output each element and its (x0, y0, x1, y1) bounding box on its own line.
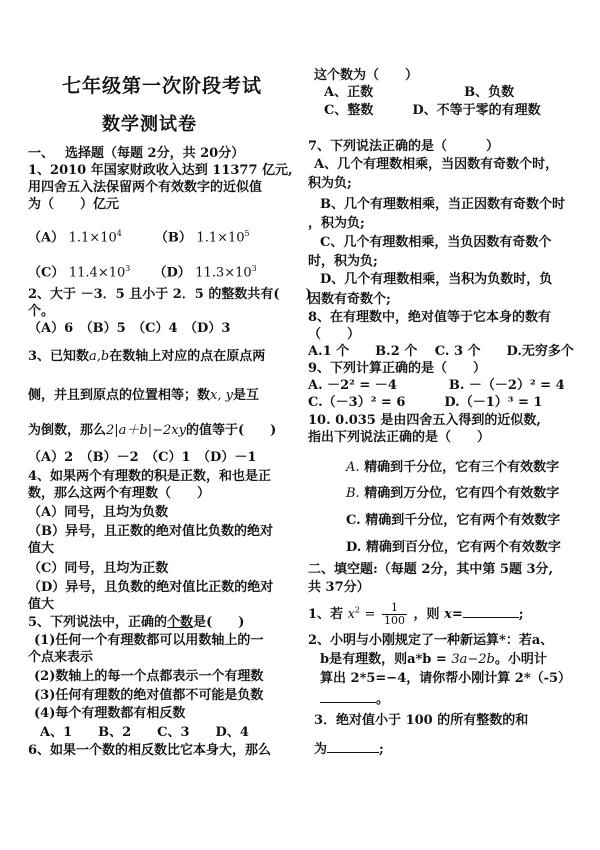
q6-line-2: 这个数为（ ） (314, 68, 419, 83)
q7-option-c-1: C、几个有理数相乘，当负因数有奇数个 (320, 235, 552, 250)
q7-option-b-2: ，积为负; (308, 216, 365, 231)
section-1-heading: 一、 选择题（每题 2分，共 20分） (28, 146, 245, 161)
q10-line-1: 10. 0.035 是由四舍五入得到的近似数, (308, 413, 541, 428)
q10-option-b (346, 486, 559, 502)
q6-options-cd: C、整数 D、不等于零的有理数 (324, 103, 541, 118)
fill-2-answer-blank[interactable] (320, 690, 376, 703)
q3-text-6: 的值等于( ) (185, 423, 277, 438)
fill-1-equals: = (364, 607, 376, 622)
q6-options-ab: A、正数 B、负数 (324, 85, 515, 100)
fill-3-semicolon: ; (379, 742, 384, 757)
fill-2-period: 。 (376, 692, 390, 707)
q1-options-ab (28, 226, 250, 246)
q7-option-b-1: B、几个有理数相乘，当正因数有奇数个时 (320, 197, 565, 212)
fill-1-var-answer: x (444, 607, 452, 622)
q4-option-d-1: （D）异号，且负数的绝对值比正数的绝对 (28, 580, 274, 595)
q3-text-4: 是互 (232, 388, 259, 403)
fill-1-denominator: 100 (383, 614, 405, 627)
q4-option-d-2: 值大 (28, 597, 55, 612)
q1-option-a: 1.1×10 (68, 230, 117, 246)
q4-line-2: 数，那么这两个有理数（ ） (28, 486, 211, 501)
q9-options-cd: C.（－3）² = 6 D.（－1）³ = 1 (308, 395, 543, 410)
q1-option-d-label: （D） (153, 265, 191, 281)
exam-title: 七年级第一次阶段考试 (62, 75, 263, 97)
q5-line-1 (28, 615, 244, 631)
q10-option-a-text: 精确到千分位，它有三个有效数字 (364, 460, 560, 475)
q3-line-1 (28, 349, 265, 365)
q5-statement-1a: (1)任何一个有理数都可以用数轴上的一 (34, 633, 264, 648)
q8-options: A.1 个 B.2 个 C. 3 个 D.无穷多个 (308, 344, 574, 359)
fill-2-line-2 (320, 652, 547, 668)
q10-option-c-label: C. (346, 513, 361, 528)
q7-option-c-2: 时，积为负; (308, 254, 378, 269)
q3-expression: 2|a＋b|−2xy (106, 423, 186, 438)
q9-options-ab: A. －2² = －4 B. －（－2）² = 4 (308, 378, 565, 393)
fill-2-line-1: 2、小明与小刚规定了一种新运算*：若a、 (308, 633, 554, 648)
q1-option-b: 1.1×10 (196, 230, 245, 246)
q5-statement-2: (2)数轴上的每一个点都表示一个有理数 (34, 669, 264, 684)
q1-option-b-label: （B） (154, 230, 192, 246)
q7-option-a-1: A、几个有理数相乘，当因数有奇数个时， (314, 157, 559, 172)
q3-var-xy: x, y (210, 388, 233, 403)
q4-option-c: （C）同号，且均为正数 (28, 561, 169, 576)
q5-underlined: 个数 (167, 615, 194, 630)
q5-statement-4: (4)每个有理数都有相反数 (34, 706, 186, 721)
q6-line-1: 6、如果一个数的相反数比它本身大，那么 (28, 743, 272, 758)
q7-option-d-2: 因数有奇数个; (308, 292, 391, 307)
fill-1-text-2: ，则 (413, 607, 440, 622)
q1-line-1: 1、2010 年国家财政收入达到 11377 亿元, (28, 163, 293, 178)
q3-text-2: 在数轴上对应的点在原点两 (109, 349, 266, 364)
q1-line-2: 用四舍五入法保留两个有效数字的近似值 (28, 180, 263, 195)
q3-options: （A）2 （B）－2 （C）1 （D）－1 (28, 450, 257, 465)
q1-line-3: 为（ ）亿元 (28, 197, 120, 212)
q9-line-1: 9、下列计算正确的是（ ） (308, 361, 487, 376)
fill-1-text-1: 1、若 (308, 607, 344, 622)
q1-option-d: 11.3×10 (195, 265, 252, 281)
q10-option-c (346, 513, 560, 529)
q3-line-3 (28, 423, 276, 439)
fill-1-numerator: 1 (382, 602, 407, 615)
q10-option-c-text: 精确到千分位，它有两个有效数字 (365, 513, 561, 528)
q4-option-b-1: （B）异号，且正数的绝对值比负数的绝对 (28, 524, 273, 539)
q8-line-2: （ ） (308, 327, 361, 342)
q1-option-c: 11.4×10 (68, 265, 126, 281)
q10-option-a (346, 460, 559, 476)
q4-option-b-2: 值大 (28, 541, 55, 556)
q10-option-d (346, 540, 561, 556)
q8-line-1: 8、在有理数中，绝对值等于它本身的数有 (308, 310, 552, 325)
q1-option-a-exp: 4 (116, 229, 122, 238)
q3-text-3: 侧，并且到原点的位置相等；数 (28, 388, 211, 403)
section-2-heading-1: 二、填空题:（每题 2分，其中第 5题 3分, (308, 562, 554, 577)
q7-line-1: 7、下列说法正确的是（ ） (308, 139, 500, 154)
fill-1-fraction (382, 602, 407, 627)
fill-3-text: 为 (314, 742, 328, 757)
q3-var-ab: a,b (89, 349, 110, 364)
q2-options: （A）6 （B）5 （C）4 （D）3 (28, 321, 231, 336)
fill-3-answer-blank[interactable] (327, 740, 379, 753)
q10-option-a-label: A. (346, 460, 360, 475)
q1-options-cd (28, 261, 257, 281)
q1-option-c-label: （C） (28, 265, 65, 281)
fill-1-exponent: 2 (354, 605, 361, 615)
q5-options: A、1 B、2 C、3 D、4 (40, 725, 249, 740)
fill-2-expression: 3a−2b (451, 652, 495, 667)
fill-1-var-x: x (347, 607, 355, 622)
q10-option-d-label: D. (346, 540, 362, 555)
fill-2-line-3: 算出 2*5=−4，请你帮小刚计算 2*（-5） (320, 671, 572, 686)
q5-statement-3: (3)任何有理数的绝对值都不可能是负数 (34, 688, 264, 703)
q7-option-a-2: 积为负; (308, 176, 352, 191)
q1-option-a-label: （A） (28, 230, 65, 246)
q10-option-b-label: B. (346, 486, 360, 501)
q10-line-2: 指出下列说法正确的是（ ） (308, 430, 491, 445)
fill-2-line-4 (320, 690, 389, 708)
fill-1-equals-2: = (451, 607, 463, 622)
fill-3-line-2 (314, 740, 384, 758)
q3-text-5: 为倒数，那么 (28, 423, 107, 438)
q4-line-1: 4、如果两个有理数的积是正数，和也是正 (28, 469, 272, 484)
q5-statement-1b: 个点来表示 (28, 650, 94, 665)
fill-1-semicolon: ; (518, 607, 524, 622)
q10-option-d-text: 精确到百分位，它有两个有效数字 (365, 540, 561, 555)
q1-option-b-exp: 5 (244, 229, 250, 238)
q1-option-c-exp: 3 (125, 264, 131, 273)
fill-2-text-2: 。小明计 (494, 652, 547, 667)
exam-subtitle: 数学测试卷 (102, 114, 197, 135)
q3-text-1: 3、已知数 (28, 349, 90, 364)
fill-3-line-1: 3．绝对值小于 100 的所有整数的和 (314, 713, 529, 728)
q5-text-2: 是( ) (193, 615, 245, 630)
section-2-heading-2: 共 37分） (308, 580, 370, 595)
q2-line-2: 个。 (28, 304, 55, 319)
q1-option-d-exp: 3 (251, 264, 257, 273)
fill-1 (308, 602, 524, 627)
fill-1-answer-blank[interactable] (463, 605, 519, 618)
q7-option-d-1: D、几个有理数相乘，当积为负数时，负 (320, 272, 553, 287)
q10-option-b-text: 精确到万分位，它有四个有效数字 (364, 486, 560, 501)
q3-line-2 (28, 388, 259, 404)
q4-option-a: （A）同号，且均为负数 (28, 505, 169, 520)
fill-2-text-1: b是有理数，则a*b = (320, 652, 452, 667)
q2-line-1: 2、大于 －3．5 且小于 2．5 的整数共有( ) (28, 287, 312, 302)
q5-text-1: 5、下列说法中，正确的 (28, 615, 168, 630)
